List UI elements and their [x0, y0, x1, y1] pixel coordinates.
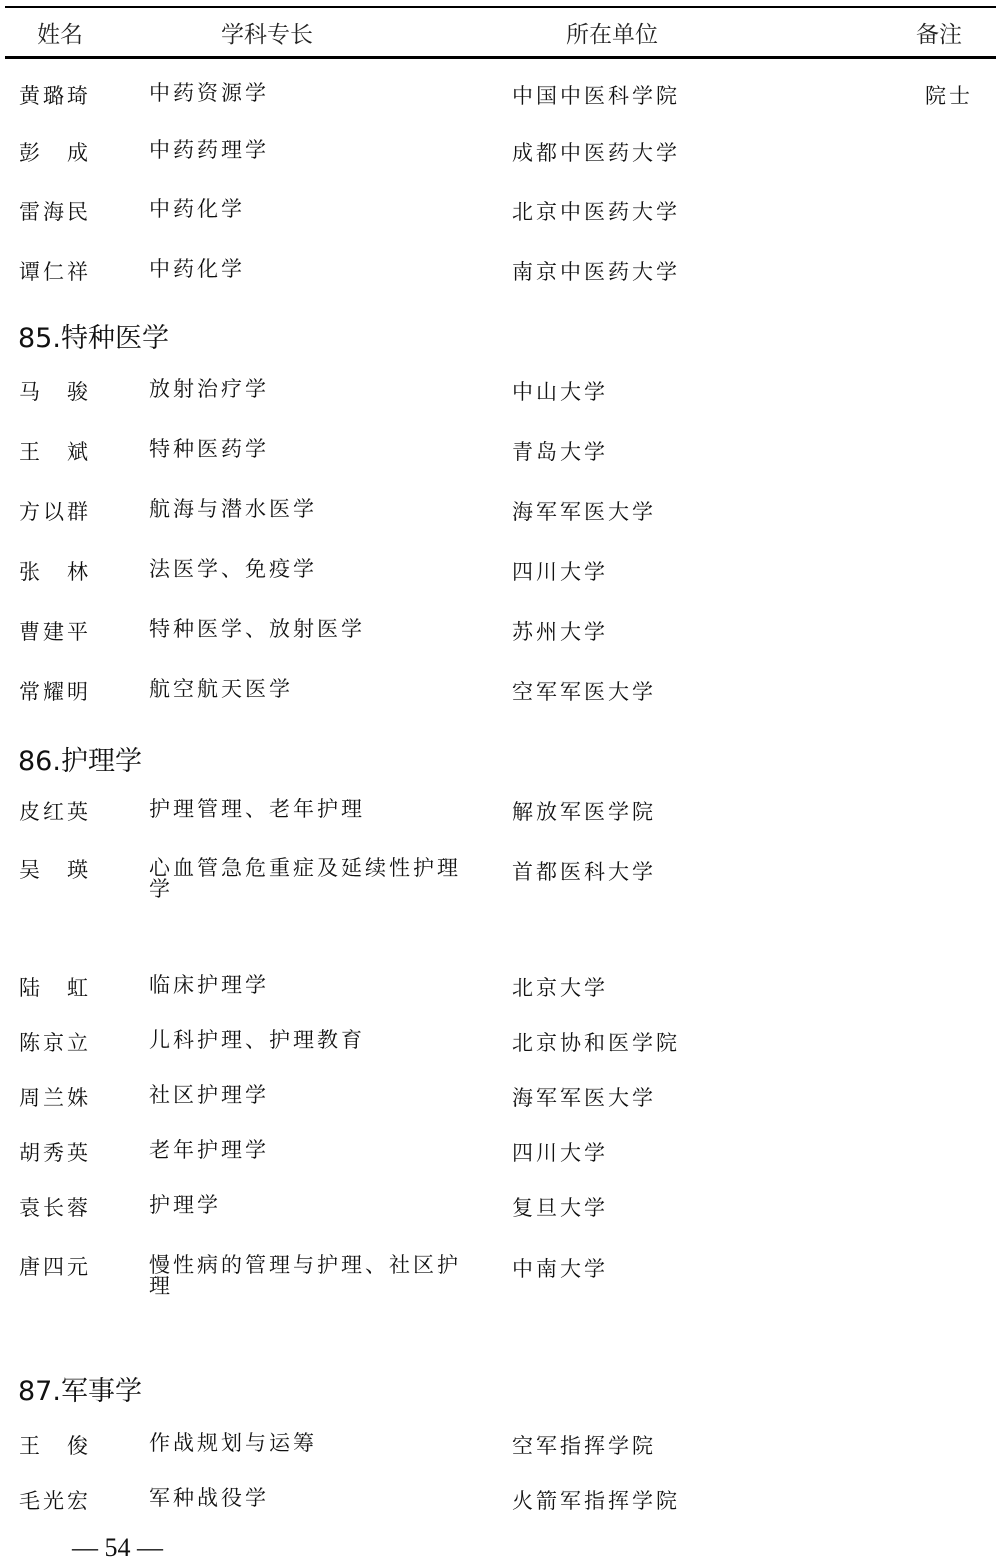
table-row	[0, 679, 1006, 739]
person-name: 陈京立	[19, 1031, 91, 1055]
person-name: 张 林	[19, 560, 91, 584]
table-row	[0, 379, 1006, 439]
affiliation: 火箭军指挥学院	[512, 1489, 680, 1513]
affiliation: 成都中医药大学	[512, 141, 680, 165]
subject-specialty: 中药化学	[149, 197, 245, 221]
table-row	[0, 559, 1006, 619]
subject-specialty: 放射治疗学	[149, 377, 269, 401]
subject-specialty: 护理学	[149, 1193, 221, 1217]
affiliation: 中南大学	[512, 1257, 608, 1281]
header-note: 备注	[916, 22, 962, 48]
table-row	[0, 1433, 1006, 1493]
subject-specialty: 航海与潜水医学	[149, 497, 317, 521]
person-name: 马 骏	[19, 380, 91, 404]
affiliation: 北京中医药大学	[512, 200, 680, 224]
subject-specialty: 航空航天医学	[149, 677, 293, 701]
affiliation: 北京大学	[512, 976, 608, 1000]
subject-specialty: 护理管理、老年护理	[149, 797, 365, 821]
table-row	[0, 439, 1006, 499]
person-name: 周兰姝	[19, 1086, 91, 1110]
subject-specialty: 中药药理学	[149, 138, 269, 162]
affiliation: 空军指挥学院	[512, 1434, 656, 1458]
subject-specialty: 特种医药学	[149, 437, 269, 461]
subject-specialty: 老年护理学	[149, 1138, 269, 1162]
affiliation: 青岛大学	[512, 440, 608, 464]
person-name: 王 斌	[19, 440, 91, 464]
affiliation: 四川大学	[512, 560, 608, 584]
header-rule	[5, 56, 996, 59]
subject-specialty: 临床护理学	[149, 973, 269, 997]
section-heading: 85.特种医学	[18, 323, 169, 354]
person-name: 毛光宏	[19, 1489, 91, 1513]
affiliation: 复旦大学	[512, 1196, 608, 1220]
affiliation: 海军军医大学	[512, 1086, 656, 1110]
header-name: 姓名	[37, 22, 83, 48]
remark: 院士	[925, 84, 973, 108]
subject-specialty: 特种医学、放射医学	[149, 617, 365, 641]
person-name: 皮红英	[19, 800, 91, 824]
table-row	[0, 499, 1006, 559]
affiliation: 北京协和医学院	[512, 1031, 680, 1055]
person-name: 常耀明	[19, 680, 91, 704]
subject-specialty: 社区护理学	[149, 1083, 269, 1107]
section-heading: 87.军事学	[18, 1376, 142, 1407]
subject-specialty: 儿科护理、护理教育	[149, 1028, 365, 1052]
person-name: 方以群	[19, 500, 91, 524]
affiliation: 中国中医科学院	[512, 84, 680, 108]
table-row	[0, 1254, 1006, 1314]
person-name: 黄璐琦	[19, 84, 91, 108]
table-row	[0, 199, 1006, 259]
person-name: 王 俊	[19, 1434, 91, 1458]
subject-specialty: 中药资源学	[149, 81, 269, 105]
page-number: — 54 —	[72, 1533, 163, 1562]
table-row	[0, 799, 1006, 859]
section-heading: 86.护理学	[18, 746, 142, 777]
affiliation: 首都医科大学	[512, 860, 656, 884]
person-name: 雷海民	[19, 200, 91, 224]
table-row	[0, 259, 1006, 319]
affiliation: 四川大学	[512, 1141, 608, 1165]
affiliation: 南京中医药大学	[512, 260, 680, 284]
table-row	[0, 619, 1006, 679]
person-name: 袁长蓉	[19, 1196, 91, 1220]
table-row	[0, 1195, 1006, 1255]
affiliation: 空军军医大学	[512, 680, 656, 704]
subject-specialty: 心血管急危重症及延续性护理学	[149, 856, 461, 901]
subject-specialty: 法医学、免疫学	[149, 557, 317, 581]
person-name: 吴 瑛	[19, 858, 91, 882]
person-name: 陆 虹	[19, 976, 91, 1000]
table-row	[0, 857, 1006, 917]
table-row	[0, 140, 1006, 200]
affiliation: 解放军医学院	[512, 800, 656, 824]
top-rule	[5, 6, 996, 8]
header-subject: 学科专长	[221, 22, 313, 48]
person-name: 曹建平	[19, 620, 91, 644]
affiliation: 苏州大学	[512, 620, 608, 644]
person-name: 彭 成	[19, 141, 91, 165]
table-row	[0, 975, 1006, 1035]
subject-specialty: 作战规划与运筹	[149, 1431, 317, 1455]
person-name: 谭仁祥	[19, 260, 91, 284]
person-name: 唐四元	[19, 1255, 91, 1279]
affiliation: 中山大学	[512, 380, 608, 404]
person-name: 胡秀英	[19, 1141, 91, 1165]
table-row	[0, 1140, 1006, 1200]
table-row	[0, 83, 1006, 143]
table-row	[0, 1085, 1006, 1145]
affiliation: 海军军医大学	[512, 500, 656, 524]
subject-specialty: 慢性病的管理与护理、社区护理	[149, 1253, 461, 1298]
subject-specialty: 军种战役学	[149, 1486, 269, 1510]
header-unit: 所在单位	[566, 22, 658, 48]
subject-specialty: 中药化学	[149, 257, 245, 281]
table-row	[0, 1030, 1006, 1090]
